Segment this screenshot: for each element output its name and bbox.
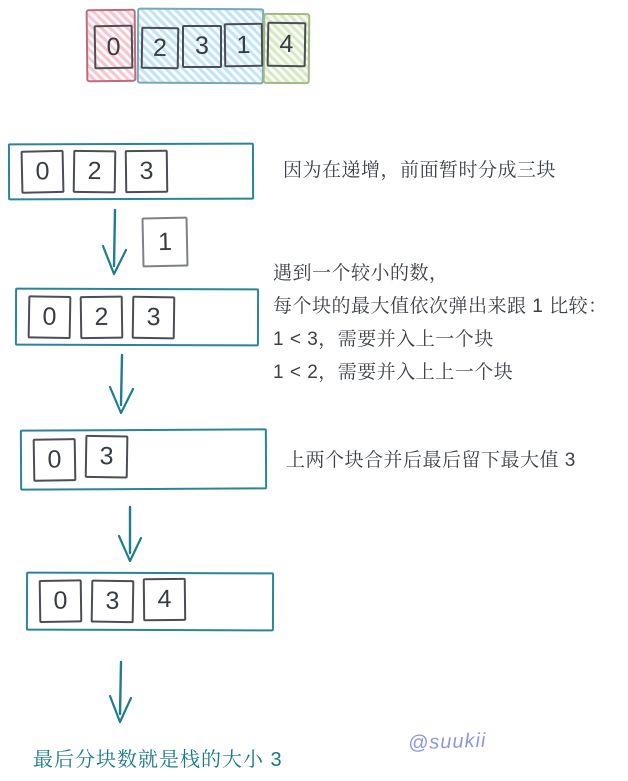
stack-stage-1	[8, 143, 254, 201]
stage2-annotation-block	[273, 257, 608, 389]
stage4-box-2: 4	[143, 578, 186, 621]
top-array-cell-3: 1	[224, 23, 264, 67]
stage1-box-0: 0	[21, 150, 65, 194]
stage1-box-1: 2	[73, 150, 117, 194]
stage2-note-line-4: 1 < 2，需要并入上上一个块	[273, 362, 514, 383]
top-array-cell-0: 0	[94, 25, 134, 70]
stage1-box-2: 3	[125, 150, 169, 194]
down-arrow-icon	[106, 353, 136, 419]
stage3-box-0: 0	[33, 438, 77, 482]
conclusion-text: 最后分块数就是栈的大小 3	[33, 749, 283, 771]
stack-stage-2	[15, 288, 259, 347]
down-arrow-icon	[105, 660, 135, 728]
down-arrow-icon	[100, 208, 130, 282]
stage1-annotation: 因为在递增，前面暂时分成三块	[283, 160, 557, 181]
stage4-box-1: 3	[91, 580, 135, 624]
stage2-box-0: 0	[28, 295, 72, 339]
stage2-box-2: 3	[132, 295, 176, 339]
stack-stage-3	[20, 428, 267, 490]
stack-stage-4	[26, 572, 274, 632]
stage4-box-0: 0	[39, 579, 83, 623]
top-array-cell-4: 4	[267, 22, 307, 68]
stage2-note-line-2: 每个块的最大值依次弹出来跟 1 比较：	[273, 296, 608, 317]
incoming-element-box: 1	[141, 217, 188, 268]
stage3-annotation: 上两个块合并后最后留下最大值 3	[286, 450, 576, 471]
stage2-note-line-1: 遇到一个较小的数，	[273, 263, 449, 284]
top-array-cell-1: 2	[141, 27, 180, 70]
stage2-note-line-3: 1 < 3，需要并入上一个块	[273, 329, 494, 350]
stage3-box-1: 3	[85, 435, 129, 479]
top-array-cell-2: 3	[182, 25, 222, 68]
down-arrow-icon	[115, 505, 145, 567]
author-signature: @suukii	[407, 729, 487, 755]
stage2-box-1: 2	[80, 295, 124, 339]
